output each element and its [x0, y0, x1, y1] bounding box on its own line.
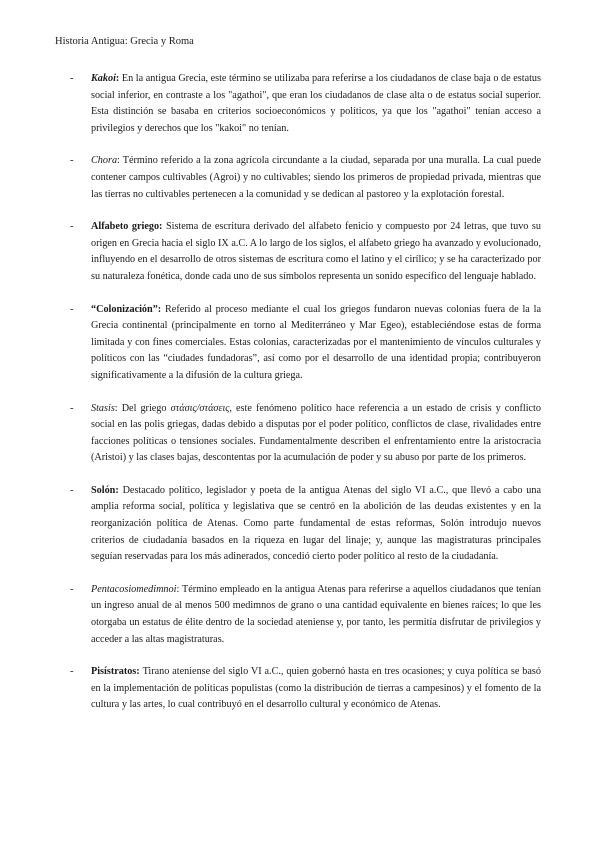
entry-definition: En la antigua Grecia, este término se utilizaba para referirse a los ciudadanos de clase baja o de estatus social inferior, en contraste a los "agathoi", que eran los ciudadanos de clase alta o de estatus social superior. Esta distinción se basaba en criterios socioeconómicos y políticos, ya que los "agathoi" tenían acceso a privilegios y derechos que los "kakoi" no tenían.	[91, 73, 541, 134]
term-separator: :	[115, 73, 122, 84]
term-separator: :	[115, 484, 123, 496]
bullet-dash: -	[70, 402, 74, 414]
entry-paragraph	[91, 582, 541, 648]
bullet-dash: -	[70, 484, 74, 496]
bullet-dash: -	[70, 303, 74, 315]
glossary-entry-pentacosiomedimnoi	[0, 582, 600, 648]
glossary-entry-kakoi	[0, 71, 600, 137]
glossary-entry-colonizacion	[0, 302, 600, 385]
glossary-entry-alfabeto-griego	[0, 219, 600, 285]
entry-paragraph	[91, 219, 541, 285]
entry-term: Kakoi	[91, 73, 116, 84]
greek-word: στάσις/στάσεις	[170, 402, 230, 414]
glossary-entry-pisistratos	[0, 664, 600, 714]
entry-definition: Destacado político, legislador y poeta de la antigua Atenas del siglo VI a.C., que llevó a cabo una amplia reforma social, política y legislativa que se centró en la abolición de las deudas existentes y en la reorganización política de Atenas. Como parte fundamental de estas reformas, Solón introdujo nuevos criterios de ciudadanía basados en la riqueza en lugar del linaje; y, aunque las magistraturas principales seguían reservadas para los más adinerados, concedió cierto poder político al resto de la ciudadanía.	[91, 484, 541, 563]
term-separator: :	[159, 221, 166, 233]
bullet-dash: -	[70, 221, 74, 233]
glossary-entry-chora	[0, 153, 600, 203]
entry-definition: Referido al proceso mediante el cual los griegos fundaron nuevas colonias fuera de la la Grecia continental (principalmente en torno al Mediterráneo y Mar Egeo), estableciéndose estas de forma limitada y con fines comerciales. Estas colonias, caracterizadas por el mantenimiento de vínculos culturales y políticos con las “ciudades fundadoras”, así como por el desarrollo de una identidad propia; contribuyeron significativamente a la difusión de la cultura griega.	[91, 303, 541, 381]
entry-definition: , este fenómeno político hace referencia a un estado de crisis y conflicto social en las polis griegas, dadas debido a disputas por el poder político, conflictos de clase, rivalidades entre facciones políticas o tensiones sociales. Fundamentalmente describen el enfrentamiento entre la aristocracia (Aristoi) y las clases bajas, descontentas por la acumulación de poder y su abuso por parte de los primeros.	[91, 402, 541, 464]
bullet-dash: -	[70, 73, 74, 84]
entry-definition: Término empleado en la antigua Atenas para referirse a aquellos ciudadanos que tenían un ingreso anual de al menos 500 medimnos de grano o una cantidad equivalente en bienes raíces; lo que les otorgaba un estatus de élite dentro de la sociedad ateniense y, por tanto, les permitía disfrutar de privilegios y acceder a las altas magistraturas.	[91, 583, 541, 645]
document-title: Historia Antigua: Grecia y Roma	[55, 36, 194, 47]
entry-term: Alfabeto griego	[91, 221, 160, 233]
entry-paragraph	[91, 71, 541, 137]
glossary-entry-stasis	[0, 401, 600, 467]
term-separator: :	[114, 402, 122, 414]
entry-term: Stasis	[91, 402, 115, 414]
page-header	[55, 35, 194, 48]
entry-definition: Tirano ateniense del siglo VI a.C., quien gobernó hasta en tres ocasiones; y cuya política se basó en la implementación de políticas populistas (como la distribución de tierras a campesinos) y el fomento de la cultura y las artes, lo cual contribuyó en el desarrollo cultural y económico de Atenas.	[91, 666, 541, 711]
term-separator: :	[117, 155, 123, 167]
entry-definition-intro: Del griego	[121, 402, 171, 414]
bullet-dash: -	[70, 155, 74, 167]
entry-paragraph	[91, 401, 541, 467]
entry-paragraph	[91, 664, 541, 714]
entry-paragraph	[91, 153, 541, 203]
entry-term: Chora	[91, 155, 118, 167]
term-separator: :	[157, 303, 166, 315]
entry-term: “Colonización”	[91, 303, 158, 315]
term-separator: :	[176, 583, 182, 595]
entry-definition: Término referido a la zona agrícola circundante a la ciudad, separada por una muralla. La cual puede contener campos cultivables (Agroi) y no cultivables; siendo los primeros de propiedad privada, mientras que las tierras no cultivables pertenecen a la comunidad y se dedican al pastoreo y la explotación forestal.	[91, 155, 541, 200]
entry-paragraph	[91, 483, 541, 566]
entry-term: Pentacosiomedimnoi	[91, 583, 177, 595]
glossary-entry-solon	[0, 483, 600, 566]
entry-term: Solón	[91, 484, 116, 496]
entry-paragraph	[91, 302, 541, 385]
entry-term: Pisístratos	[91, 666, 137, 678]
term-separator: :	[136, 666, 143, 678]
glossary-list	[0, 71, 600, 730]
bullet-dash: -	[70, 583, 74, 595]
bullet-dash: -	[70, 666, 74, 678]
entry-definition: Sistema de escritura derivado del alfabeto fenicio y compuesto por 24 letras, que tuvo su origen en Grecia hacia el siglo IX a.C. A lo largo de los siglos, el alfabeto griego ha avanzado y evolucionado, influyendo en el desarrollo de otros sistemas de escritura como el latino y el cirílico; y se ha caracterizado por su naturaleza fonética, donde cada uno de sus símbolos representa un sonido específico del lenguaje hablado.	[91, 221, 541, 282]
